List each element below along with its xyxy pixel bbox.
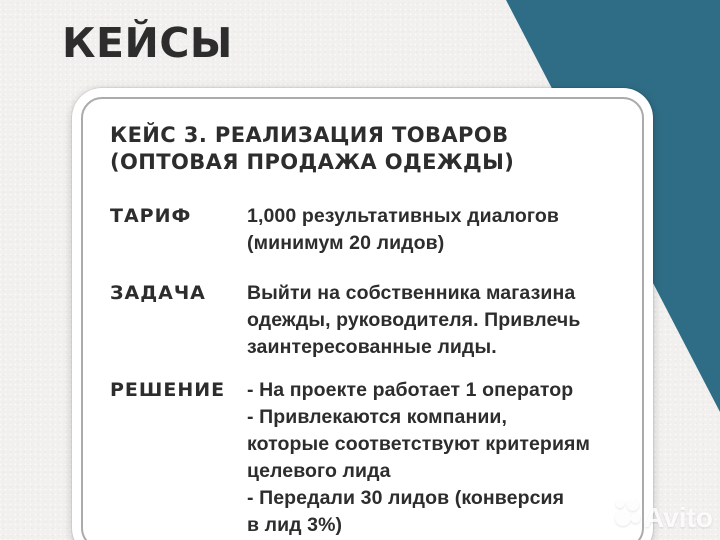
task-value-line-3: заинтересованные лиды. xyxy=(247,336,497,358)
avito-watermark-text: Avito xyxy=(644,502,713,533)
solution-value-line-6: в лид 3%) xyxy=(247,514,343,536)
solution-value xyxy=(247,377,625,539)
tariff-row xyxy=(110,203,625,257)
case-card xyxy=(72,88,653,540)
task-row xyxy=(110,280,625,361)
solution-label: РЕШЕНИЕ xyxy=(110,379,226,401)
solution-value-line-5: - Передали 30 лидов (конверсия xyxy=(247,487,565,509)
solution-row xyxy=(110,377,625,539)
case-heading-line-1: КЕЙС 3. РЕАЛИЗАЦИЯ ТОВАРОВ xyxy=(110,123,509,147)
task-value xyxy=(247,280,625,361)
solution-value-line-3: которые соответствуют критериям xyxy=(247,433,591,455)
case-heading-line-2: (ОПТОВАЯ ПРОДАЖА ОДЕЖДЫ) xyxy=(110,150,515,174)
tariff-value-line-2: (минимум 20 лидов) xyxy=(247,232,445,254)
solution-value-line-2: - Привлекаются компании, xyxy=(247,406,508,428)
solution-value-line-1: - На проекте работает 1 оператор xyxy=(247,379,574,401)
tariff-value xyxy=(247,203,625,257)
avito-watermark xyxy=(604,490,720,540)
solution-value-line-4: целевого лида xyxy=(247,460,391,482)
task-value-line-2: одежды, руководителя. Привлечь xyxy=(247,309,581,331)
task-value-line-1: Выйти на собственника магазина xyxy=(247,282,576,304)
avito-logo-icon xyxy=(615,499,640,526)
tariff-label: ТАРИФ xyxy=(110,205,192,227)
slide-title: КЕЙСЫ xyxy=(62,19,233,67)
task-label: ЗАДАЧА xyxy=(110,282,206,304)
case-heading xyxy=(110,122,514,176)
case-card-frame xyxy=(81,97,644,540)
tariff-value-line-1: 1,000 результативных диалогов xyxy=(247,205,559,227)
